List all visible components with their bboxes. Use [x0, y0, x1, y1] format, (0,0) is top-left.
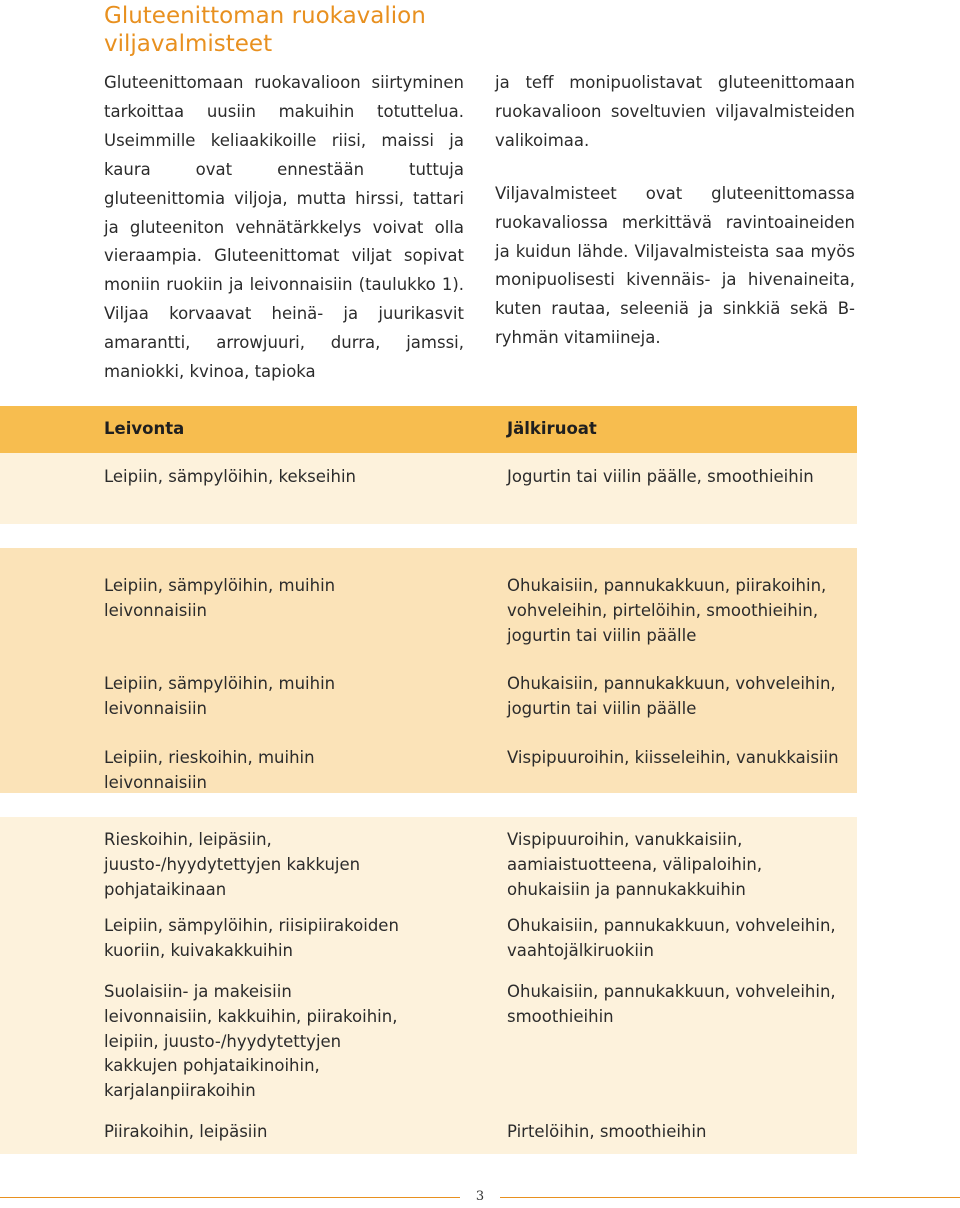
title-line-2: viljavalmisteet	[104, 31, 273, 57]
table-cell-baking: Leipiin, sämpylöihin, kekseihin	[104, 467, 357, 486]
header-baking: Leivonta	[104, 419, 185, 439]
table-cell-baking: Leipiin, sämpylöihin, muihin leivonnaisiin	[104, 576, 336, 620]
page-title	[104, 2, 504, 58]
table-row	[0, 1104, 857, 1145]
table-header-row	[0, 406, 857, 453]
paragraph-intro: Gluteenittomaan ruokavalioon siirtyminen tarkoittaa uusiin makuihin totuttelua. Useimmille keliaakikoille riisi, maissi ja kaura ovat ennestään tuttuja gluteenittomia viljoja, mutta hirssi, tattari ja gluteeniton vehnätärkkelys voivat olla vieraampia. Gluteenittomat viljat sopivat moniin ruokiin ja leivonnaisiin (taulukko 1). Viljaa korvaavat heinä- ja juurikasvit amarantti, arrowjuuri, durra, jamssi, maniokki, kvinoa, tapioka	[104, 73, 464, 382]
table-cell-desserts: Vispipuuroihin, kiisseleihin, vanukkaisiin	[507, 747, 839, 767]
table-cell-baking: Piirakoihin, leipäsiin	[104, 1121, 268, 1141]
table-row	[0, 648, 857, 722]
body-column-left	[104, 69, 464, 387]
table-gap	[0, 793, 857, 817]
table-gap	[0, 524, 857, 548]
paragraph-continued: ja teff monipuolistavat gluteenittomaan ruokavalioon soveltuvien viljavalmisteiden valikoimaa.	[495, 73, 855, 150]
table-cell-baking: Leipiin, sämpylöihin, riisipiirakoiden kuoriin, kuivakakkuihin	[104, 916, 399, 961]
table-cell-baking: Leipiin, sämpylöihin, muihin leivonnaisiin	[104, 674, 336, 719]
page-number: 3	[460, 1186, 500, 1208]
title-line-1: Gluteenittoman ruokavalion	[104, 3, 426, 29]
table-cell-baking: Rieskoihin, leipäsiin, juusto-/hyydytettyjen kakkujen pohjataikinaan	[104, 830, 361, 899]
table-cell-baking: Suolaisiin- ja makeisiin leivonnaisiin, kakkuihin, piirakoihin, leipiin, juusto-/hyydytettyjen kakkujen pohjataikinoihin, karjalanpiirakoihin	[104, 981, 398, 1101]
table-row	[0, 722, 857, 796]
table-row	[0, 817, 857, 902]
table-cell-desserts: Vispipuuroihin, vanukkaisiin, aamiaistuotteena, välipaloihin, ohukaisiin ja pannukakkuihin	[507, 830, 763, 899]
table-cell-desserts: Ohukaisiin, pannukakkuun, vohveleihin, smoothieihin	[507, 981, 836, 1026]
table-group-2	[0, 548, 857, 793]
table-cell-desserts: Ohukaisiin, pannukakkuun, vohveleihin, vaahtojälkiruokiin	[507, 916, 836, 961]
table-group-1	[0, 453, 857, 524]
table-cell-desserts: Ohukaisiin, pannukakkuun, piirakoihin, vohveleihin, pirtelöihin, smoothieihin, jogurtin tai viilin päälle	[507, 576, 827, 645]
table-row	[0, 964, 857, 1104]
table-row	[0, 453, 857, 490]
header-desserts: Jälkiruoat	[507, 419, 597, 439]
table-cell-desserts: Ohukaisiin, pannukakkuun, vohveleihin, jogurtin tai viilin päälle	[507, 674, 836, 719]
table-row	[0, 902, 857, 964]
table-row	[0, 548, 857, 648]
table-cell-baking: Leipiin, rieskoihin, muihin leivonnaisiin	[104, 747, 315, 792]
table-cell-desserts: Jogurtin tai viilin päälle, smoothieihin	[507, 467, 814, 486]
grain-usage-table	[0, 406, 857, 1154]
paragraph-nutrition: Viljavalmisteet ovat gluteenittomassa ruokavaliossa merkittävä ravintoaineiden ja kuidun lähde. Viljavalmisteista saa myös monipuolisesti kivennäis- ja hivenaineita, kuten rautaa, seleeniä ja sinkkiä sekä B-ryhmän vitamiineja.	[495, 183, 855, 348]
table-cell-desserts: Pirtelöihin, smoothieihin	[507, 1121, 707, 1141]
table-group-3	[0, 817, 857, 1154]
body-column-right	[495, 69, 855, 353]
